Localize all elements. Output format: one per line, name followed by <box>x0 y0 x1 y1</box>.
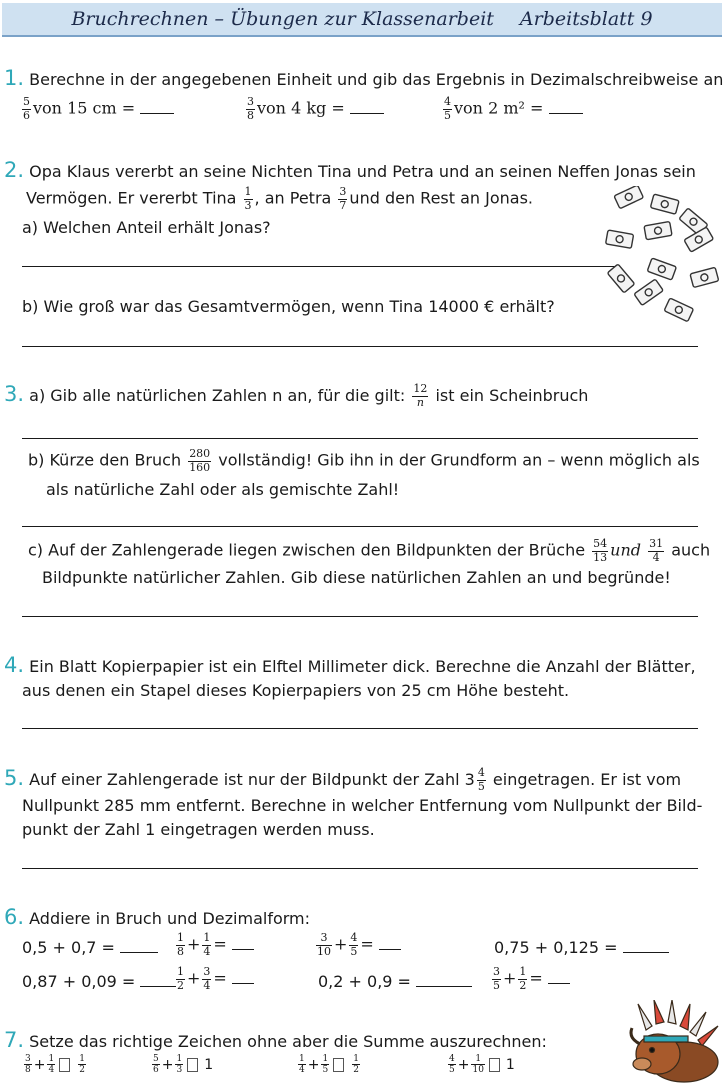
fraction: $\frac{54}{13}$ <box>593 537 608 564</box>
task1-item-3: $\frac{4}{5}$ von 2 m² = <box>441 96 583 122</box>
fraction: $\frac{280}{160}$ <box>189 447 211 474</box>
money-pile-icon <box>604 186 724 338</box>
task2-question-b: b) Wie groß war das Gesamtvermögen, wenn Tina 14000 € erhält? <box>22 297 555 316</box>
answer-blank[interactable] <box>549 99 583 114</box>
fraction: $\frac{12}{n}$ <box>413 382 428 409</box>
fraction: $\frac{4}{5}$ <box>350 931 358 958</box>
answer-blank[interactable] <box>623 938 669 953</box>
task3-question-c-line2: Bildpunkte natürlicher Zahlen. Gib diese natürlichen Zahlen an und begründe! <box>42 568 671 587</box>
answer-line[interactable] <box>22 438 698 439</box>
task6-heading: 6. Addiere in Bruch und Dezimalform: <box>4 905 311 929</box>
task1-item-2: $\frac{3}{8}$ von 4 kg = <box>244 96 384 122</box>
comparison-box[interactable] <box>333 1058 344 1072</box>
fraction: $\frac{4}{5}$ <box>444 95 451 122</box>
task5-line2: Nullpunkt 285 mm entfernt. Berechne in welcher Entfernung vom Nullpunkt der Bild- <box>22 796 703 815</box>
task1-number: 1. <box>4 66 25 90</box>
answer-blank[interactable] <box>140 99 174 114</box>
worksheet-header <box>2 3 722 37</box>
answer-blank[interactable] <box>120 938 158 953</box>
comparison-box[interactable] <box>489 1058 500 1072</box>
fraction: $\frac{4}{5}$ <box>477 766 485 793</box>
answer-line[interactable] <box>22 266 618 267</box>
fraction: $\frac{31}{4}$ <box>649 537 664 564</box>
fraction: $\frac{3}{7}$ <box>339 185 347 212</box>
task1-heading <box>4 66 723 90</box>
answer-blank[interactable] <box>350 99 384 114</box>
fraction: $\frac{1}{2}$ <box>177 965 184 992</box>
task3-question-c: c) Auf der Zahlengerade liegen zwischen den Bildpunkten der Brüche $\frac{54}{13}$ und $\frac{31}{4}$ auch <box>28 537 711 564</box>
comparison-box[interactable] <box>187 1058 198 1072</box>
task3-number: 3. <box>4 382 25 406</box>
task4-line2: aus denen ein Stapel dieses Kopierpapiers von 25 cm Höhe besteht. <box>22 681 570 700</box>
fraction: $\frac{3}{5}$ <box>493 965 500 992</box>
task2-line1: 2. Opa Klaus vererbt an seine Nichten Tina und Petra und an seinen Neffen Jonas sein <box>4 158 696 182</box>
sheet-number: Arbeitsblatt 9 <box>519 8 653 30</box>
task6-fraction-4: $\frac{3}{5}$ + $\frac{1}{2}$ = <box>490 966 570 992</box>
task6-decimal-2: 0,75 + 0,125 = <box>494 938 669 957</box>
fraction: $\frac{1}{3}$ <box>244 185 252 212</box>
task5-number: 5. <box>4 766 25 790</box>
answer-blank[interactable] <box>548 969 570 984</box>
task1-text: Berechne in der angegebenen Einheit und gib das Ergebnis in Dezimalschreibweise an <box>29 70 724 89</box>
answer-blank[interactable] <box>416 972 472 987</box>
task6-decimal-3: 0,87 + 0,09 = <box>22 972 176 991</box>
task6-fraction-2: $\frac{3}{10}$ + $\frac{4}{5}$ = <box>314 932 401 958</box>
task7-number: 7. <box>4 1028 25 1052</box>
buffalo-chief-icon <box>608 1000 724 1084</box>
task6-fraction-1: $\frac{1}{8}$ + $\frac{1}{4}$ = <box>174 932 254 958</box>
answer-line[interactable] <box>22 868 698 869</box>
fraction: $\frac{3}{8}$ <box>247 95 254 122</box>
task7-item-2: $\frac{5}{6}$ + $\frac{1}{3}$ 1 <box>153 1054 214 1076</box>
task6-decimal-1: 0,5 + 0,7 = <box>22 938 158 957</box>
task2-line2: Vermögen. Er vererbt Tina $\frac{1}{3}$ , an Petra $\frac{3}{7}$ und den Rest an Jonas. <box>26 185 534 212</box>
answer-line[interactable] <box>22 346 698 347</box>
worksheet-title: Bruchrechnen – Übungen zur Klassenarbeit <box>71 8 494 30</box>
answer-line[interactable] <box>22 728 698 729</box>
task7-item-1: $\frac{3}{8}$ + $\frac{1}{4}$ $\frac{1}{2}$ <box>25 1054 85 1076</box>
fraction: $\frac{1}{8}$ <box>177 931 184 958</box>
task4-number: 4. <box>4 653 25 677</box>
fraction: $\frac{3}{4}$ <box>203 965 211 992</box>
task3-question-a: 3. a) Gib alle natürlichen Zahlen n an, für die gilt: $\frac{12}{n}$ ist ein Scheinbruch <box>4 382 589 409</box>
task4-line1: 4. Ein Blatt Kopierpapier ist ein Elftel Millimeter dick. Berechne die Anzahl der Blätter, <box>4 653 696 677</box>
task3-question-b-line2: als natürliche Zahl oder als gemischte Zahl! <box>46 480 400 499</box>
task6-fraction-3: $\frac{1}{2}$ + $\frac{3}{4}$ = <box>174 966 254 992</box>
task2-question-a: a) Welchen Anteil erhält Jonas? <box>22 218 271 237</box>
comparison-box[interactable] <box>59 1058 70 1072</box>
fraction: $\frac{5}{6}$ <box>23 95 30 122</box>
fraction: $\frac{1}{2}$ <box>519 965 527 992</box>
answer-blank[interactable] <box>232 935 254 950</box>
task7-item-3: $\frac{1}{4}$ + $\frac{1}{5}$ $\frac{1}{2}$ <box>299 1054 359 1076</box>
task6-number: 6. <box>4 905 25 929</box>
task6-decimal-4: 0,2 + 0,9 = <box>318 972 472 991</box>
fraction: $\frac{1}{4}$ <box>203 931 211 958</box>
answer-blank[interactable] <box>232 969 254 984</box>
task7-item-4: $\frac{4}{5}$ + $\frac{1}{10}$ 1 <box>449 1054 515 1076</box>
task3-question-b: b) Kürze den Bruch $\frac{280}{160}$ vollständig! Gib ihn in der Grundform an – wenn möglich als <box>28 447 700 474</box>
task5-line3: punkt der Zahl 1 eingetragen werden muss. <box>22 820 375 839</box>
task5-line1: 5. Auf einer Zahlengerade ist nur der Bildpunkt der Zahl 3 $\frac{4}{5}$ eingetragen. Er ist vom <box>4 766 682 793</box>
fraction: $\frac{3}{10}$ <box>317 931 331 958</box>
answer-line[interactable] <box>22 616 698 617</box>
answer-blank[interactable] <box>140 972 176 987</box>
task7-heading: 7. Setze das richtige Zeichen ohne aber die Summe auszurechnen: <box>4 1028 547 1052</box>
task1-item-1: $\frac{5}{6}$ von 15 cm = <box>20 96 174 122</box>
answer-line[interactable] <box>22 526 698 527</box>
task2-number: 2. <box>4 158 25 182</box>
answer-blank[interactable] <box>379 935 401 950</box>
